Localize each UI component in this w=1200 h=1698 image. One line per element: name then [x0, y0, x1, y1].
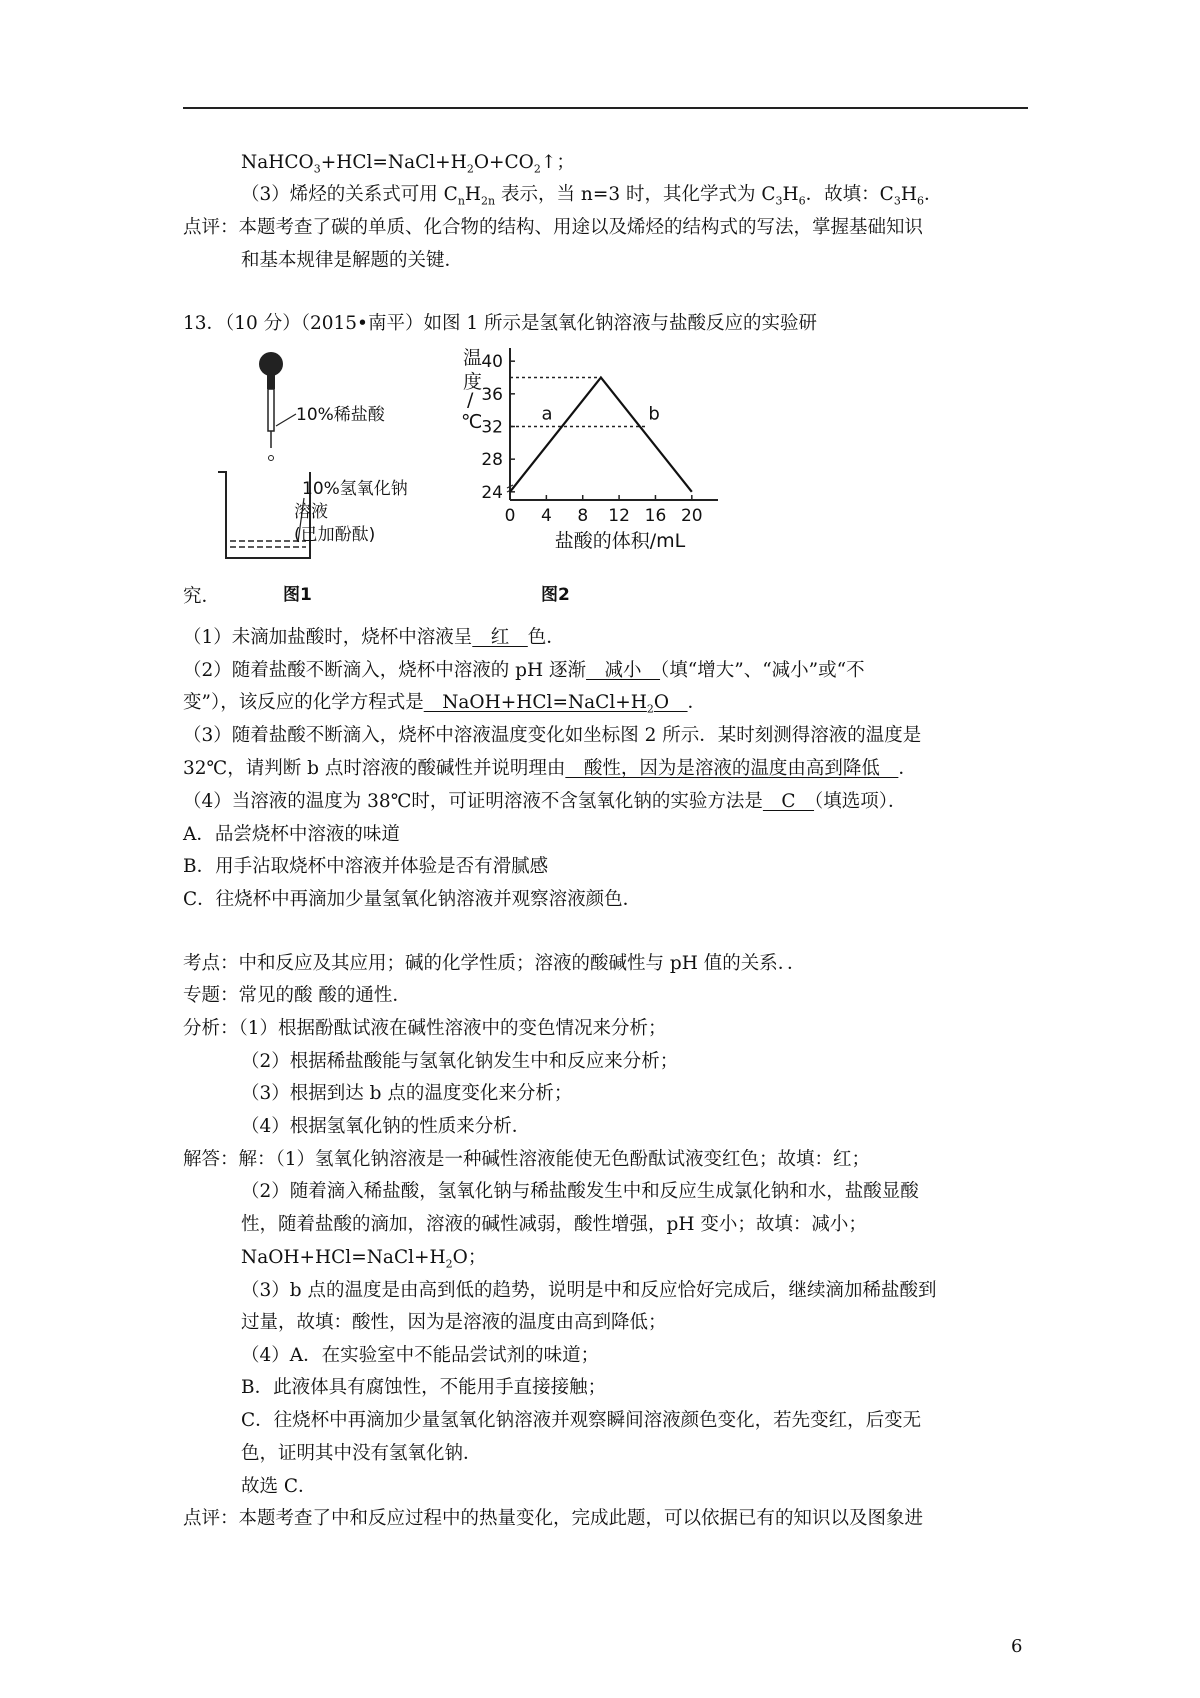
solution-5: （3）b 点的温度是由高到低的趋势，说明是中和反应恰好完成后，继续滴加稀盐酸到 [241, 1280, 937, 1301]
y-tick-label: 32 [481, 417, 503, 438]
final-comment: 点评：本题考查了中和反应过程中的热量变化，完成此题，可以依据已有的知识以及图象进 [183, 1508, 924, 1529]
beaker-label-3: (已加酚酞) [294, 525, 376, 545]
dropper-bulb [259, 352, 283, 376]
solution-4: $NaOH+HCl=NaCl+H_2O$； [241, 1247, 487, 1271]
answer-2: 减小 [586, 660, 661, 681]
comment-line-2: 和基本规律是解题的关键． [241, 250, 464, 271]
y-axis-label-char: 温 [463, 348, 483, 369]
point-label-a: a [541, 403, 553, 425]
figure-2-caption: 图2 [541, 585, 570, 605]
analysis-4: （4）根据氢氧化钠的性质来分析． [241, 1116, 531, 1137]
figure-1-caption: 图1 [283, 585, 312, 605]
solution-1: 解答：解：（1）氢氧化钠溶液是一种碱性溶液能使无色酚酞试液变红色；故填：红； [183, 1149, 871, 1170]
y-tick-label: 40 [481, 352, 503, 373]
answer-2-equation: $NaOH+HCl=NaCl+H_2O$ [423, 692, 688, 716]
solution-11: 故选 C． [241, 1476, 317, 1497]
analysis-2: （2）根据稀盐酸能与氢氧化钠发生中和反应来分析； [241, 1051, 679, 1072]
series-line [510, 378, 692, 492]
y-axis-label-char: ℃ [461, 411, 483, 433]
part-4: （4）当溶液的温度为 38℃时，可证明溶液不含氢氧化钠的实验方法是 C （填选项）． [183, 791, 907, 812]
dropper-tube [268, 389, 274, 431]
part-3-cont: 32℃，请判断 b 点时溶液的酸碱性并说明理由 酸性，因为是溶液的温度由高到降低 ． [183, 758, 917, 779]
kaodian: 考点：中和反应及其应用；碱的化学性质；溶液的酸碱性与 pH 值的关系．． [183, 953, 806, 974]
y-tick-label: 36 [481, 384, 503, 405]
solution-3: 性，随着盐酸的滴加，溶液的碱性减弱，酸性增强，pH 变小；故填：减小； [241, 1214, 867, 1235]
solution-2: （2）随着滴入稀盐酸，氢氧化钠与稀盐酸发生中和反应生成氯化钠和水，盐酸显酸 [241, 1181, 919, 1202]
y-tick-label: 28 [481, 450, 503, 471]
x-axis-label: 盐酸的体积/mL [554, 530, 686, 552]
solution-9: C．往烧杯中再滴加少量氢氧化钠溶液并观察瞬间溶液颜色变化，若先变红，后变无 [241, 1410, 922, 1431]
y-tick-label: 24 [481, 482, 503, 503]
question-13-title-end: 究． [183, 586, 221, 607]
option-c: C．往烧杯中再滴加少量氢氧化钠溶液并观察溶液颜色． [183, 889, 642, 910]
x-tick-label: 0 [504, 506, 516, 526]
part-1: （1）未滴加盐酸时，烧杯中溶液呈 红 色． [183, 627, 565, 648]
solution-10: 色，证明其中没有氢氧化钠． [241, 1443, 482, 1464]
figure-1-apparatus [218, 348, 438, 570]
line-nahco3: $NaHCO_3+HCl=NaCl+H_2O+CO_2↑$； [241, 152, 575, 176]
y-axis-label-char: 度 [463, 371, 483, 393]
question-13-title: 13．（10 分）（2015•南平）如图 1 所示是氢氧化钠溶液与盐酸反应的实验研 [183, 313, 817, 334]
beaker-label-2: 溶液 [294, 502, 328, 522]
x-tick-label: 20 [680, 506, 703, 526]
dropper-label: 10%稀盐酸 [296, 405, 385, 425]
dropper-neck [267, 375, 275, 389]
figure-2-temperature-chart [455, 348, 775, 578]
answer-1: 红 [472, 627, 528, 648]
comment-line-1: 点评：本题考查了碳的单质、化合物的结构、用途以及烯烃的结构式的写法，掌握基础知识 [183, 217, 924, 238]
header-rule [183, 107, 1028, 109]
x-tick-label: 4 [540, 506, 552, 526]
zhuanti: 专题：常见的酸 酸的通性． [183, 985, 411, 1006]
option-b: B．用手沾取烧杯中溶液并体验是否有滑腻感 [183, 856, 549, 877]
solution-8: B．此液体具有腐蚀性，不能用手直接接触； [241, 1377, 607, 1398]
part-2-cont: 变”），该反应的化学方程式是 $NaOH+HCl=NaCl+H_2O$ ． [183, 692, 707, 716]
drop [269, 456, 274, 461]
beaker-label-1: 10%氢氧化钠 [302, 479, 408, 499]
y-axis-label-char: / [467, 389, 474, 411]
part-3: （3）随着盐酸不断滴入，烧杯中溶液温度变化如坐标图 2 所示．某时刻测得溶液的温度是 [183, 725, 922, 746]
line-alkene-formula: （3）烯烃的关系式可用 $C_nH_{2n}$ 表示，当 n=3 时，其化学式为 $C_3H_6$．故填：$C_3H_6$． [241, 184, 943, 208]
analysis-1: 分析：（1）根据酚酞试液在碱性溶液中的变色情况来分析； [183, 1018, 667, 1039]
answer-4: C [762, 791, 815, 812]
part-2: （2）随着盐酸不断滴入，烧杯中溶液的 pH 逐渐 减小 （填“增大”、“减小”或“不 [183, 660, 865, 681]
point-label-b: b [648, 403, 660, 425]
x-tick-label: 12 [608, 506, 630, 526]
page-number: 6 [1011, 1636, 1023, 1657]
option-a: A．品尝烧杯中溶液的味道 [183, 824, 400, 845]
x-tick-label: 16 [644, 506, 667, 526]
answer-3: 酸性，因为是溶液的温度由高到降低 [565, 758, 899, 779]
analysis-3: （3）根据到达 b 点的温度变化来分析； [241, 1083, 573, 1104]
dropper-leader [276, 414, 296, 426]
x-tick-label: 8 [577, 506, 589, 526]
solution-6: 过量，故填：酸性，因为是溶液的温度由高到降低； [241, 1312, 667, 1333]
solution-7: （4）A．在实验室中不能品尝试剂的味道； [241, 1345, 600, 1366]
